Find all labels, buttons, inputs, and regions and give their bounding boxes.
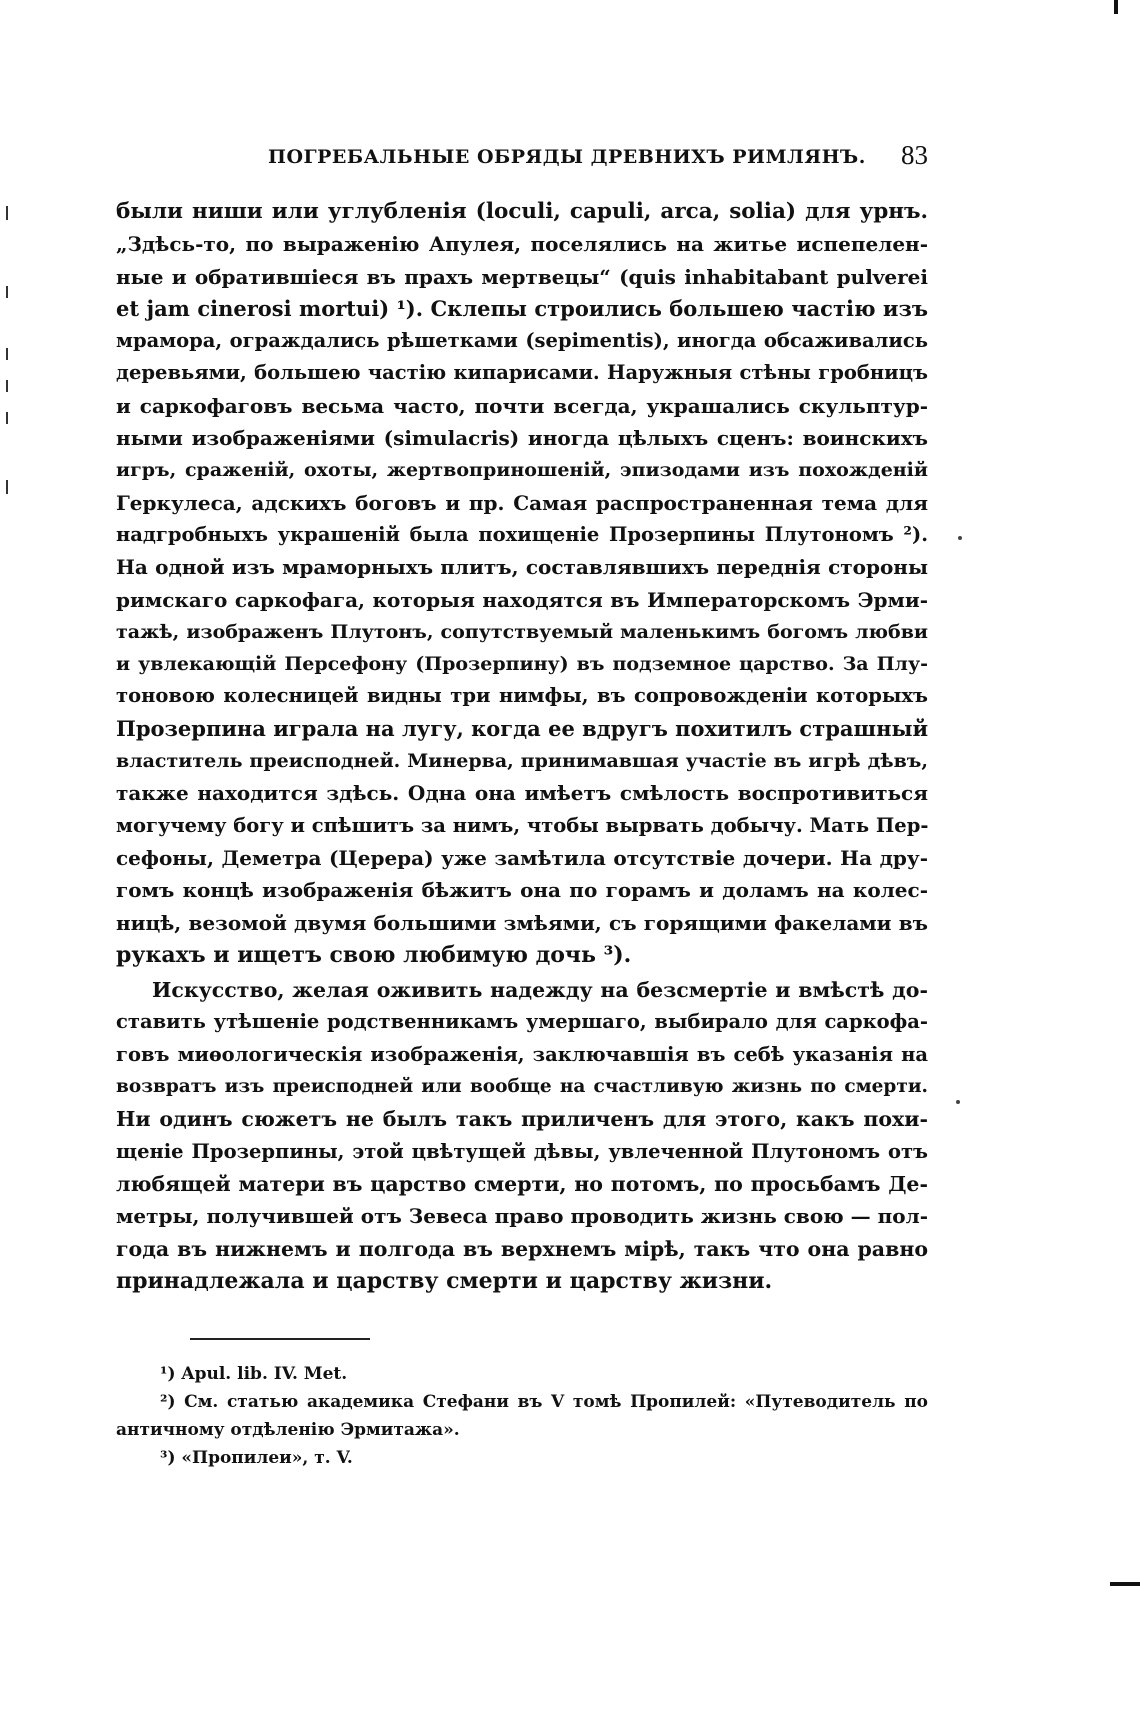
text-line: метры, получившей отъ Зевеса право проводить жизнь свою — пол-	[116, 1204, 928, 1229]
running-header	[118, 142, 928, 176]
margin-mark	[6, 380, 8, 392]
footnote-1: ¹) Apul. lib. IV. Met.	[160, 1364, 348, 1384]
text-line: тоновою колесницей видны три нимфы, въ сопровожденіи которыхъ	[116, 684, 928, 708]
footnote-2-continued: античному отдѣленію Эрмитажа».	[116, 1420, 460, 1440]
text-line: ставить утѣшеніе родственникамъ умершаго, выбирало для саркофа-	[116, 1010, 928, 1034]
text-line: На одной изъ мраморныхъ плитъ, составлявшихъ переднія стороны	[116, 555, 928, 580]
text-line: властитель преисподней. Минерва, принимавшая участіе въ игрѣ дѣвъ,	[116, 750, 928, 773]
text-line: говъ миѳологическія изображенія, заключавшія въ себѣ указанія на	[116, 1042, 928, 1066]
text-line: тажѣ, изображенъ Плутонъ, сопутствуемый маленькимъ богомъ любви	[116, 620, 928, 643]
text-line: ницѣ, везомой двумя большими змѣями, съ горящими факелами въ	[116, 910, 928, 935]
text-line: игръ, сраженій, охоты, жертвоприношеній, эпизодами изъ похожденій	[116, 459, 928, 482]
margin-mark	[6, 206, 8, 220]
text-line: и увлекающій Персефону (Прозерпину) въ подземное царство. За Плу-	[116, 653, 928, 676]
text-line: сефоны, Деметра (Церера) уже замѣтила отсутствіе дочери. На дру-	[116, 845, 928, 870]
text-line: деревьями, большею частію кипарисами. Наружныя стѣны гробницъ	[116, 361, 928, 385]
text-line: Прозерпина играла на лугу, когда ее вдругъ похитилъ страшный	[116, 715, 929, 741]
page-number: 83	[901, 140, 928, 170]
margin-mark	[6, 412, 8, 424]
text-line: щеніе Прозерпины, этой цвѣтущей дѣвы, увлеченной Плутономъ отъ	[116, 1139, 928, 1163]
text-line: также находится здѣсь. Одна она имѣетъ смѣлость воспротивиться	[116, 781, 928, 806]
text-line: были ниши или углубленія (loculi, capuli, arca, solia) для урнъ.	[116, 199, 928, 224]
text-line: и саркофаговъ весьма часто, почти всегда, украшались скульптур-	[116, 393, 928, 418]
text-line: рукахъ и ищетъ свою любимую дочь ³).	[116, 941, 632, 968]
text-line: Ни одинъ сюжетъ не былъ такъ приличенъ для этого, какъ похи-	[116, 1107, 928, 1132]
margin-mark	[6, 480, 8, 494]
text-line: ными изображеніями (simulacris) иногда цѣлыхъ сценъ: воинскихъ	[116, 426, 928, 451]
footnote-3: ³) «Пропилеи», т. V.	[160, 1448, 353, 1468]
footnotes	[116, 1360, 928, 1472]
margin-mark	[6, 348, 8, 360]
text-line: et jam cinerosi mortui) ¹). Склепы строились большею частію изъ	[116, 295, 928, 321]
text-line: римскаго саркофага, которыя находятся въ Императорскомъ Эрми-	[116, 587, 928, 612]
text-line: гомъ концѣ изображенія бѣжитъ она по горамъ и доламъ на колес-	[116, 878, 928, 903]
body-text	[116, 196, 928, 1297]
text-line: принадлежала и царству смерти и царству жизни.	[116, 1267, 773, 1294]
text-line: Геркулеса, адскихъ боговъ и пр. Самая распространенная тема для	[116, 490, 928, 515]
text-line: могучему богу и спѣшитъ за нимъ, чтобы вырвать добычу. Мать Пер-	[116, 813, 929, 837]
text-line: мрамора, ограждались рѣшетками (sepimentis), иногда обсаживались	[116, 329, 928, 353]
text-line: ные и обратившіеся въ прахъ мертвецы“ (quis inhabitabant pulverei	[116, 264, 928, 289]
text-line: надгробныхъ украшеній была похищеніе Прозерпины Плутономъ ²).	[116, 522, 928, 546]
footnote-rule	[190, 1338, 370, 1340]
text-line: любящей матери въ царство смерти, но потомъ, по просьбамъ Де-	[116, 1171, 928, 1196]
footnote-2: ²) См. статью академика Стефани въ V томѣ Пропилей: «Путеводитель по	[160, 1392, 928, 1412]
scan-edge-dash	[1110, 1582, 1140, 1586]
running-title: ПОГРЕБАЛЬНЫЕ ОБРЯДЫ ДРЕВНИХЪ РИМЛЯНЪ.	[268, 146, 866, 168]
text-line: возвратъ изъ преисподней или вообще на счастливую жизнь по смерти.	[116, 1076, 928, 1098]
margin-dot	[958, 536, 962, 540]
text-line: года въ нижнемъ и полгода въ верхнемъ мірѣ, такъ что она равно	[116, 1236, 928, 1261]
margin-dot	[956, 1100, 960, 1104]
text-line: Искусство, желая оживить надежду на безсмертіе и вмѣстѣ до-	[152, 978, 928, 1003]
margin-mark	[6, 286, 8, 298]
text-line: „Здѣсь-то, по выраженію Апулея, поселялись на житье испепелен-	[116, 232, 928, 257]
scan-edge-mark	[1114, 0, 1118, 14]
